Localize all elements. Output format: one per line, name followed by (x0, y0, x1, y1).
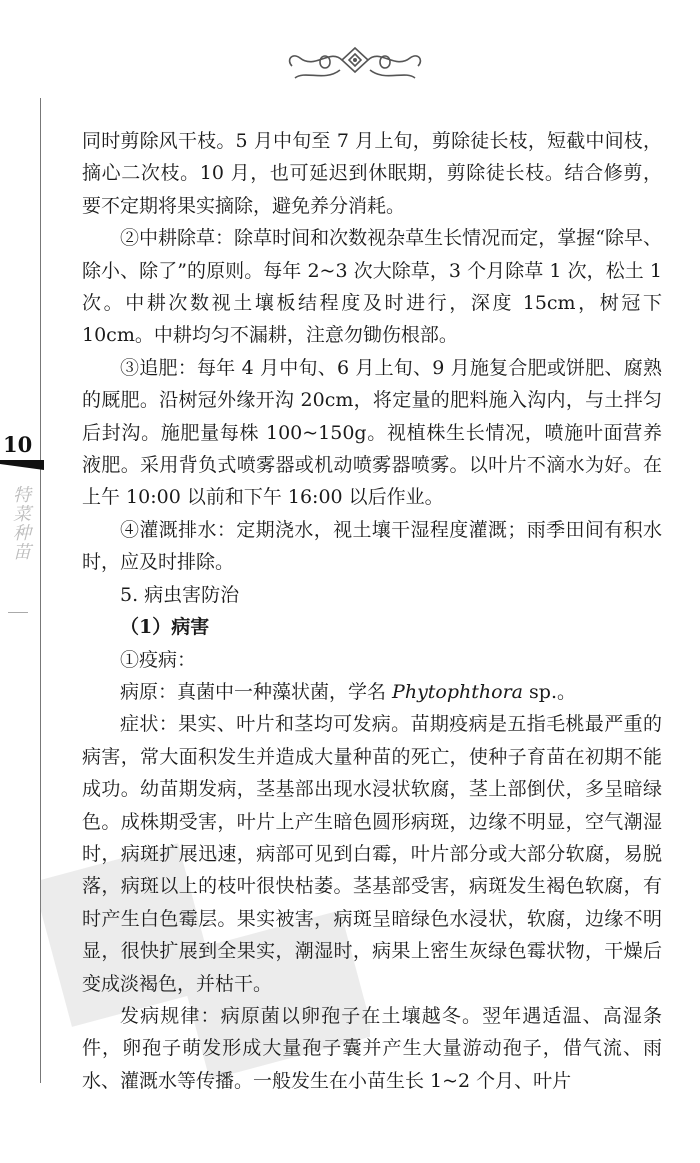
pathogen-suffix: sp.。 (523, 680, 576, 703)
section-side-title: 特菜种苗 (10, 485, 31, 561)
body-text (82, 125, 662, 1097)
paragraph-pruning: 同时剪除风干枝。5 月中旬至 7 月上旬，剪除徒长枝，短截中间枝，摘心二次枝。10 月，也可延迟到休眠期，剪除徒长枝。结合修剪，要不定期将果实摘除，避免养分消耗。 (82, 130, 662, 217)
paragraph-symptoms: 症状：果实、叶片和茎均可发病。苗期疫病是五指毛桃最严重的病害，常大面积发生并造成大量种苗的死亡，使种子育苗在初期不能成功。幼苗期发病，茎基部出现水浸状软腐，茎上部倒伏，多呈暗绿色。成株期受害，叶片上产生暗色圆形病斑，边缘不明显，空气潮湿时，病斑扩展迅速，病部可见到白霉，叶片部分或大部分软腐，易脱落，病斑以上的枝叶很快枯萎。茎基部受害，病斑发生褐色软腐，有时产生白色霉层。果实被害，病斑呈暗绿色水浸状，软腐，边缘不明显，很快扩展到全果实，潮湿时，病果上密生灰绿色霉状物，干燥后变成淡褐色，并枯干。 (82, 713, 662, 995)
pathogen-text: 病原：真菌中一种藻状菌，学名 (120, 680, 393, 703)
paragraph-pathogen (82, 676, 662, 708)
paragraph-disease-pattern: 发病规律：病原菌以卵孢子在土壤越冬。翌年遇适温、高湿条件，卵孢子萌发形成大量孢子囊并产生大量游动孢子，借气流、雨水、灌溉水等传播。一般发生在小苗生长 1~2 个月、叶片 (82, 1004, 662, 1092)
section-heading-pest-control: 5. 病虫害防治 (120, 583, 240, 606)
side-title-rule (8, 612, 28, 613)
page-number: 10 (3, 432, 33, 457)
paragraph-irrigation: ④灌溉排水：定期浇水，视土壤干湿程度灌溉；雨季田间有积水时，应及时排除。 (82, 518, 662, 574)
page-tab-bar (0, 460, 44, 470)
item-heading-blight: ①疫病： (120, 648, 197, 671)
header-ornament (280, 40, 430, 90)
paragraph-weeding: ②中耕除草：除草时间和次数视杂草生长情况而定，掌握“除早、除小、除了”的原则。每年 2~3 次大除草，3 个月除草 1 次，松土 1 次。中耕次数视土壤板结程度及时进行，深度 15cm，树冠下 10cm。中耕均匀不漏耕，注意勿锄伤根部。 (82, 227, 662, 347)
subsection-heading-diseases: （1）病害 (120, 616, 210, 639)
pathogen-latin-name: Phytophthora (392, 680, 523, 703)
paragraph-fertilizing: ③追肥：每年 4 月中旬、6 月上旬、9 月施复合肥或饼肥、腐熟的厩肥。沿树冠外缘开沟 20cm，将定量的肥料施入沟内，与土拌匀后封沟。施肥量每株 100~150g。视植株生长情况，喷施叶面营养液肥。采用背负式喷雾器或机动喷雾器喷雾。以叶片不滴水为好。在上午 10:00 以前和下午 16:00 以后作业。 (82, 356, 662, 509)
